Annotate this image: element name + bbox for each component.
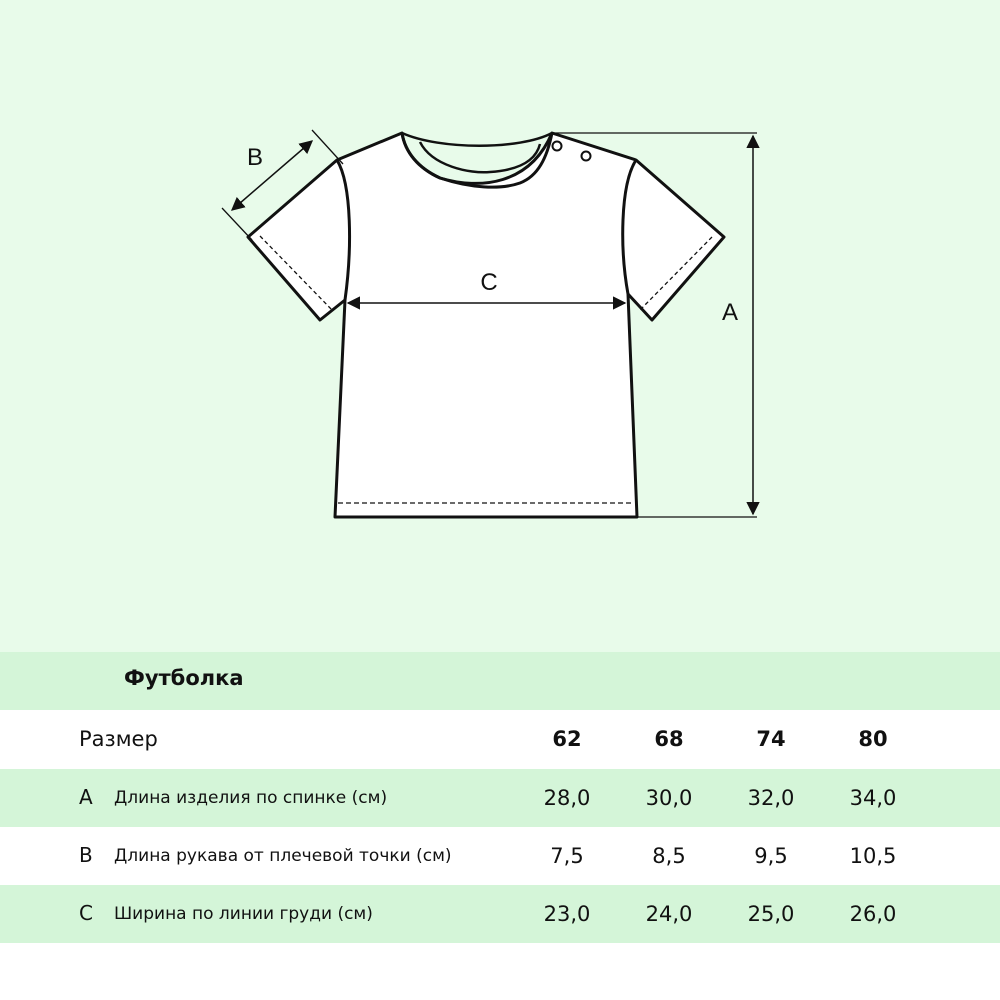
row-description: Ширина по линии груди (см)	[114, 904, 373, 924]
size-header-label: Размер	[79, 727, 158, 751]
dimension-a-label: A	[721, 299, 739, 326]
row-letter: A	[79, 785, 93, 809]
row-value: 8,5	[652, 844, 686, 868]
row-value: 28,0	[543, 786, 591, 810]
row-value: 23,0	[543, 902, 591, 926]
size-header-cell: 62	[552, 727, 582, 751]
row-letter: B	[79, 843, 93, 867]
size-header-cell: 74	[756, 727, 786, 751]
snap-button-icon	[553, 142, 562, 151]
row-letter: C	[79, 901, 93, 925]
table-row	[0, 769, 1000, 827]
row-value: 26,0	[849, 902, 897, 926]
size-header-cell: 68	[654, 727, 684, 751]
dimension-b-label: B	[246, 144, 264, 171]
row-description: Длина рукава от плечевой точки (см)	[114, 846, 452, 866]
table-row	[0, 885, 1000, 943]
row-value: 24,0	[645, 902, 693, 926]
table-header-row	[0, 710, 1000, 769]
size-table	[0, 652, 1000, 1000]
row-value: 30,0	[645, 786, 693, 810]
dimension-b-ext-2	[222, 208, 252, 240]
row-value: 34,0	[849, 786, 897, 810]
table-title-row	[0, 652, 1000, 710]
row-value: 25,0	[747, 902, 795, 926]
row-value: 9,5	[754, 844, 788, 868]
dimension-c-label: C	[480, 269, 498, 296]
table-row	[0, 827, 1000, 885]
snap-button-icon	[582, 152, 591, 161]
dimension-b-ext-1	[312, 130, 343, 164]
row-value: 32,0	[747, 786, 795, 810]
row-description: Длина изделия по спинке (см)	[114, 788, 388, 808]
table-title: Футболка	[124, 666, 244, 690]
row-value: 10,5	[849, 844, 897, 868]
size-header-cell: 80	[858, 727, 888, 751]
row-value: 7,5	[550, 844, 584, 868]
collar-back	[402, 133, 552, 146]
tshirt-outline	[248, 133, 724, 517]
